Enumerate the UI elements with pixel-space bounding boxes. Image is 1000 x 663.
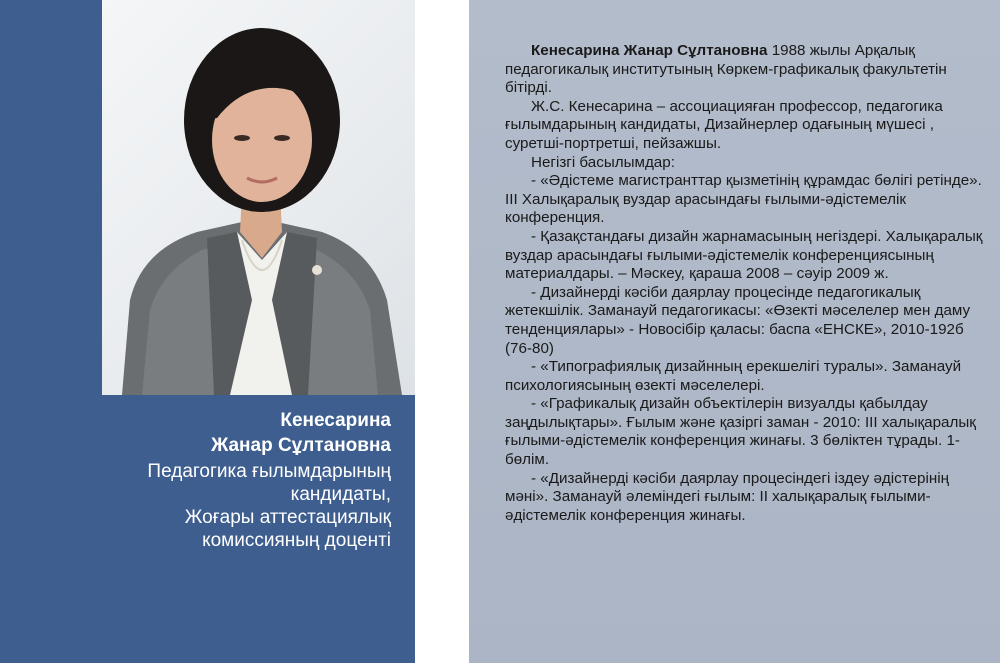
bio-paragraph: Ж.С. Кенесарина – ассоциацияған профессор, педагогика ғылымдарының кандидаты, Дизайнерлер одағының мүшесі , суретші-портретші, пейзажшы. <box>505 97 943 152</box>
title-line: комиссияның доценті <box>202 530 391 551</box>
biography-text <box>505 42 993 525</box>
title-line: Жоғары аттестациялық <box>184 507 391 528</box>
portrait-photo <box>102 0 415 395</box>
title-line: Педагогика ғылымдарының <box>147 461 391 482</box>
title-line: кандидаты, <box>290 484 391 505</box>
bio-paragraph: - «Типографиялық дизайнның ерекшелігі туралы». Заманауй психологиясының өзекті мәселелері. <box>505 358 962 394</box>
bio-paragraph: - Дизайнерді кәсіби даярлау процесінде педагогикалық жетекшілік. Заманауй педагогикасы: «Өзекті мәселелер мен даму тенденциялары» - Новосібір қаласы: баспа «ЕНСКЕ», 2010-192б (76-80) <box>505 283 971 357</box>
person-name-line1: Кенесарина <box>280 410 391 431</box>
right-panel <box>469 0 1000 663</box>
bio-paragraph: Негізгі басылымдар: <box>531 153 675 171</box>
bio-intro-rest: 1988 жылы Арқалық педагогикалық институтының Көркем-графикалық факультетін бітірді. <box>505 42 947 97</box>
left-panel <box>0 0 415 663</box>
bio-paragraph: - «Әдістеме магистранттар қызметінің құрамдас бөлігі ретінде». III Халықаралық вуздар арасындағы ғылыми-әдістемелік конференция. <box>505 172 982 227</box>
bio-intro-name: Кенесарина Жанар Сұлтановна <box>531 42 768 59</box>
person-title <box>11 460 391 552</box>
bio-paragraph: - «Дизайнерді кәсіби даярлау процесіндегі іздеу әдістерінің мәні». Заманауй әлеміндегі ғылым: II халықаралық ғылыми-әдістемелік конференция жинағы. <box>505 469 949 524</box>
bio-paragraph: - Қазақстандағы дизайн жарнамасының негіздері. Халықаралық вуздар арасындағы ғылыми-әдістемелік конференциясының материалдары. – Мәскеу, қараша 2008 – сәуір 2009 ж. <box>505 227 983 283</box>
person-name-line2: Жанар Сұлтановна <box>211 435 391 456</box>
bio-intro <box>505 42 993 98</box>
person-name <box>31 408 391 458</box>
bio-paragraph: - «Графикалық дизайн объектілерін визуалды қабылдау заңдылықтары». Ғылым және қазіргі заман - 2010: III халықаралық ғылыми-әдістемелік конференция жинағы. 3 бөліктен тұрады. 1- бөлім. <box>505 395 976 469</box>
